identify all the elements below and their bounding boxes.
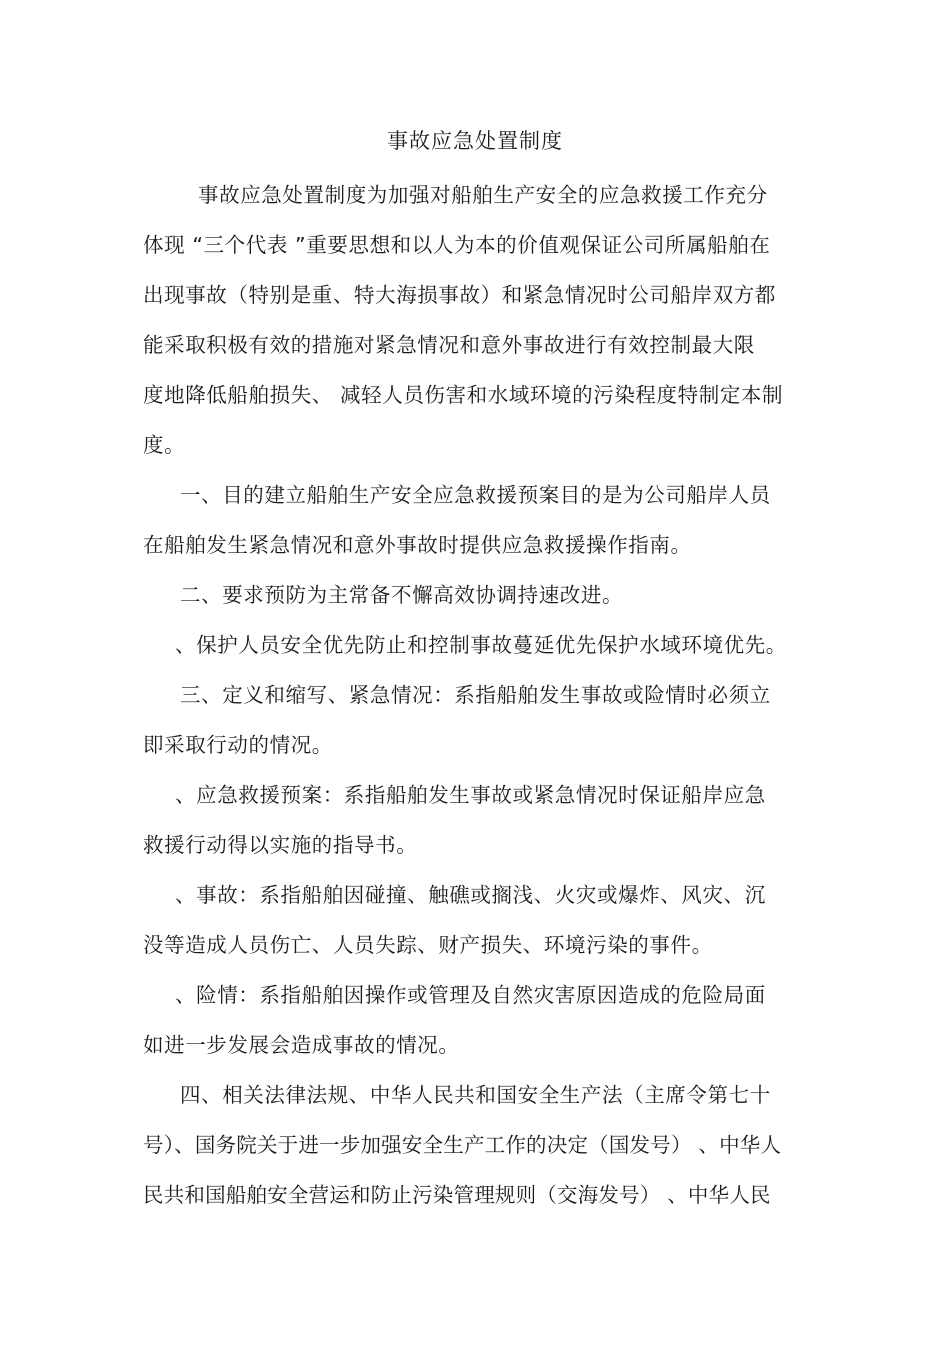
paragraph-line: 一、目的建立船舶生产安全应急救援预案目的是为公司船岸人员	[180, 483, 771, 507]
paragraph-line: 救援行动得以实施的指导书。	[143, 833, 418, 857]
paragraph-line: 、应急救援预案：系指船舶发生事故或紧急情况时保证船岸应急	[175, 783, 766, 807]
document-title: 事故应急处置制度	[387, 129, 563, 153]
paragraph-line: 如进一步发展会造成事故的情况。	[143, 1033, 460, 1057]
paragraph-line: 没等造成人员伤亡、人员失踪、财产损失、环境污染的事件。	[143, 933, 713, 957]
paragraph-line: 出现事故（特别是重、特大海损事故）和紧急情况时公司船岸双方都	[143, 283, 776, 307]
paragraph-line: 度地降低船舶损失、 减轻人员伤害和水域环境的污染程度特制定本制	[143, 383, 784, 407]
paragraph-line: 二、要求预防为主常备不懈高效协调持速改进。	[180, 583, 624, 607]
paragraph-line: 度。	[143, 433, 186, 457]
paragraph-line: 号）、国务院关于进一步加强安全生产工作的决定（国发号） 、中华人	[143, 1133, 782, 1157]
paragraph-line: 在船舶发生紧急情况和意外事故时提供应急救援操作指南。	[143, 533, 692, 557]
paragraph-line: 即采取行动的情况。	[143, 733, 333, 757]
paragraph-line: 、险情：系指船舶因操作或管理及自然灾害原因造成的危险局面	[175, 983, 766, 1007]
paragraph-line: 四、相关法律法规、中华人民共和国安全生产法（主席令第七十	[180, 1083, 771, 1107]
paragraph-line: 能采取积极有效的措施对紧急情况和意外事故进行有效控制最大限	[143, 333, 755, 357]
paragraph-line: 、事故：系指船舶因碰撞、触礁或搁浅、火灾或爆炸、风灾、沉	[175, 883, 766, 907]
paragraph-line: 三、定义和缩写、紧急情况：系指船舶发生事故或险情时必须立	[180, 683, 771, 707]
paragraph-line: 民共和国船舶安全营运和防止污染管理规则（交海发号） 、中华人民	[143, 1183, 771, 1207]
paragraph-line: 体现 “三个代表 ”重要思想和以人为本的价值观保证公司所属船舶在	[143, 233, 771, 257]
paragraph-line: 事故应急处置制度为加强对船舶生产安全的应急救援工作充分	[198, 183, 768, 207]
paragraph-line: 、保护人员安全优先防止和控制事故蔓延优先保护水域环境优先。	[175, 633, 787, 657]
